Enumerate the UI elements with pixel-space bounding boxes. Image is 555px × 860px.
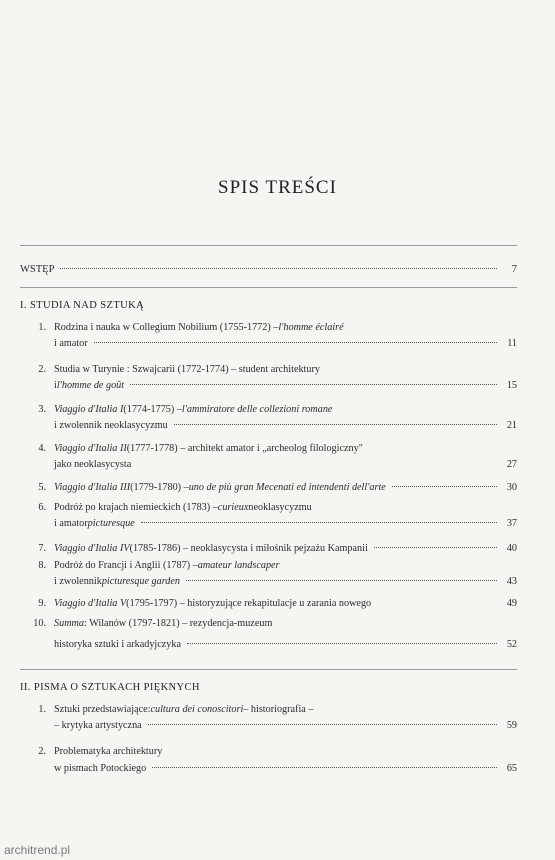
toc-entry[interactable] bbox=[20, 363, 517, 377]
entry-text: i zwolennik neoklasycyzmu bbox=[54, 420, 168, 431]
entry-number: 6. bbox=[38, 502, 46, 513]
toc-entry-wstep[interactable] bbox=[20, 263, 517, 277]
toc-entry-cont[interactable] bbox=[20, 337, 517, 351]
entry-text: – krytyka artystyczna bbox=[54, 720, 142, 731]
entry-text: (1779-1780) – bbox=[130, 482, 189, 493]
dot-leader bbox=[141, 522, 497, 523]
entry-text-italic: Viaggio d'Italia III bbox=[54, 482, 131, 493]
section-heading: II. PISMA O SZTUKACH PIĘKNYCH bbox=[20, 682, 200, 693]
entry-number: 10. bbox=[33, 618, 46, 629]
toc-entry-cont[interactable] bbox=[20, 517, 517, 531]
toc-entry[interactable] bbox=[20, 617, 517, 631]
section-heading: I. STUDIA NAD SZTUKĄ bbox=[20, 300, 145, 311]
entry-text: jako neoklasycysta bbox=[54, 459, 132, 470]
toc-entry[interactable] bbox=[20, 559, 517, 573]
entry-text: i amator bbox=[54, 518, 88, 529]
entry-number: 8. bbox=[38, 560, 46, 571]
entry-number: 9. bbox=[38, 598, 46, 609]
entry-text-italic: Viaggio d'Italia II bbox=[54, 443, 127, 454]
toc-entry-cont[interactable] bbox=[20, 419, 517, 433]
entry-number: 2. bbox=[38, 364, 46, 375]
entry-text-italic: Viaggio d'Italia IV bbox=[54, 543, 130, 554]
entry-number: 1. bbox=[38, 704, 46, 715]
toc-entry[interactable] bbox=[20, 597, 517, 611]
page-number: 59 bbox=[506, 720, 517, 731]
entry-text: (1785-1786) – neoklasycysta i miłośnik pejzażu Kampanii bbox=[129, 543, 368, 554]
entry-text: i bbox=[54, 380, 57, 391]
toc-entry-cont[interactable] bbox=[20, 575, 517, 589]
entry-text: w pismach Potockiego bbox=[54, 763, 147, 774]
page-number: 65 bbox=[506, 763, 517, 774]
entry-text: (1795-1797) – historyzujące rekapitulacje u zarania nowego bbox=[126, 598, 372, 609]
dot-leader bbox=[152, 767, 497, 768]
entry-text: : Wilanów (1797-1821) – rezydencja-muzeum bbox=[84, 618, 273, 629]
entry-number: 3. bbox=[38, 404, 46, 415]
page-title: SPIS TREŚCI bbox=[218, 177, 337, 198]
dot-leader bbox=[148, 724, 497, 725]
page-number: 49 bbox=[506, 598, 517, 609]
watermark: architrend.pl bbox=[4, 843, 71, 857]
page-number: 43 bbox=[506, 576, 517, 587]
entry-text: i zwolennik bbox=[54, 576, 102, 587]
dot-leader bbox=[187, 643, 497, 644]
entry-text: historyka sztuki i arkadyjczyka bbox=[54, 639, 182, 650]
toc-entry[interactable] bbox=[20, 542, 517, 556]
page-number: 40 bbox=[506, 543, 517, 554]
entry-number: 5. bbox=[38, 482, 46, 493]
entry-text-italic: picturesque garden bbox=[101, 576, 181, 587]
entry-text-italic: cultura dei conoscitori bbox=[150, 704, 244, 715]
toc-entry[interactable] bbox=[20, 745, 517, 759]
entry-text: Podróż do Francji i Anglii (1787) – bbox=[54, 560, 198, 571]
entry-text: (1777-1778) – architekt amator i „archeolog filologiczny" bbox=[126, 443, 363, 454]
entry-text-italic: amateur landscaper bbox=[197, 560, 280, 571]
entry-text-italic: Viaggio d'Italia V bbox=[54, 598, 127, 609]
dot-leader bbox=[392, 486, 497, 487]
entry-number: 2. bbox=[38, 746, 46, 757]
page-number: 27 bbox=[506, 459, 517, 470]
page-number: 37 bbox=[506, 518, 517, 529]
toc-entry-cont[interactable] bbox=[20, 458, 517, 472]
dot-leader bbox=[137, 463, 497, 464]
dot-leader bbox=[374, 547, 497, 548]
entry-text-italic: l'ammiratore delle collezioni romane bbox=[181, 404, 333, 415]
entry-number: 7. bbox=[38, 543, 46, 554]
toc-entry-cont[interactable] bbox=[20, 719, 517, 733]
dot-leader bbox=[60, 268, 497, 269]
toc-entry-cont[interactable] bbox=[20, 638, 517, 652]
page-number: 21 bbox=[506, 420, 517, 431]
entry-text-italic: Viaggio d'Italia I bbox=[54, 404, 124, 415]
toc-entry[interactable] bbox=[20, 481, 517, 495]
entry-text-italic: l'homme éclairé bbox=[278, 322, 344, 333]
toc-entry[interactable] bbox=[20, 501, 517, 515]
toc-label: WSTĘP bbox=[20, 264, 55, 275]
page-number: 30 bbox=[506, 482, 517, 493]
dot-leader bbox=[377, 602, 497, 603]
entry-text-italic: picturesque bbox=[87, 518, 135, 529]
entry-text: (1774-1775) – bbox=[123, 404, 182, 415]
dot-leader bbox=[186, 580, 497, 581]
dot-leader bbox=[130, 384, 497, 385]
entry-text: Rodzina i nauka w Collegium Nobilium (1755-1772) – bbox=[54, 322, 279, 333]
dot-leader bbox=[94, 342, 497, 343]
section-rule bbox=[20, 287, 517, 288]
entry-text: neoklasycyzmu bbox=[248, 502, 312, 513]
page-number: 52 bbox=[506, 639, 517, 650]
entry-text-italic: curieux bbox=[217, 502, 249, 513]
entry-number: 1. bbox=[38, 322, 46, 333]
page-number: 15 bbox=[506, 380, 517, 391]
toc-entry[interactable] bbox=[20, 321, 517, 335]
toc-entry-cont[interactable] bbox=[20, 379, 517, 393]
entry-number: 4. bbox=[38, 443, 46, 454]
entry-text-italic: uno de più gran Mecenati ed intendenti dell'arte bbox=[188, 482, 386, 493]
toc-entry[interactable] bbox=[20, 403, 517, 417]
entry-text-italic: Summa bbox=[54, 618, 84, 629]
entry-text: Studia w Turynie : Szwajcarii (1772-1774) – student architektury bbox=[54, 364, 320, 375]
entry-text: Problematyka architektury bbox=[54, 746, 163, 757]
toc-entry-cont[interactable] bbox=[20, 762, 517, 776]
entry-text: – historiografia – bbox=[243, 704, 314, 715]
dot-leader bbox=[174, 424, 497, 425]
toc-entry[interactable] bbox=[20, 703, 517, 717]
toc-entry[interactable] bbox=[20, 442, 517, 456]
section-rule bbox=[20, 669, 517, 670]
entry-text: Podróż po krajach niemieckich (1783) – bbox=[54, 502, 218, 513]
top-rule bbox=[20, 245, 517, 246]
entry-text-italic: l'homme de goût bbox=[56, 380, 125, 391]
page-number: 11 bbox=[507, 338, 517, 349]
entry-text: i amator bbox=[54, 338, 88, 349]
entry-text: Sztuki przedstawiające: bbox=[54, 704, 151, 715]
page-number: 7 bbox=[511, 264, 517, 275]
